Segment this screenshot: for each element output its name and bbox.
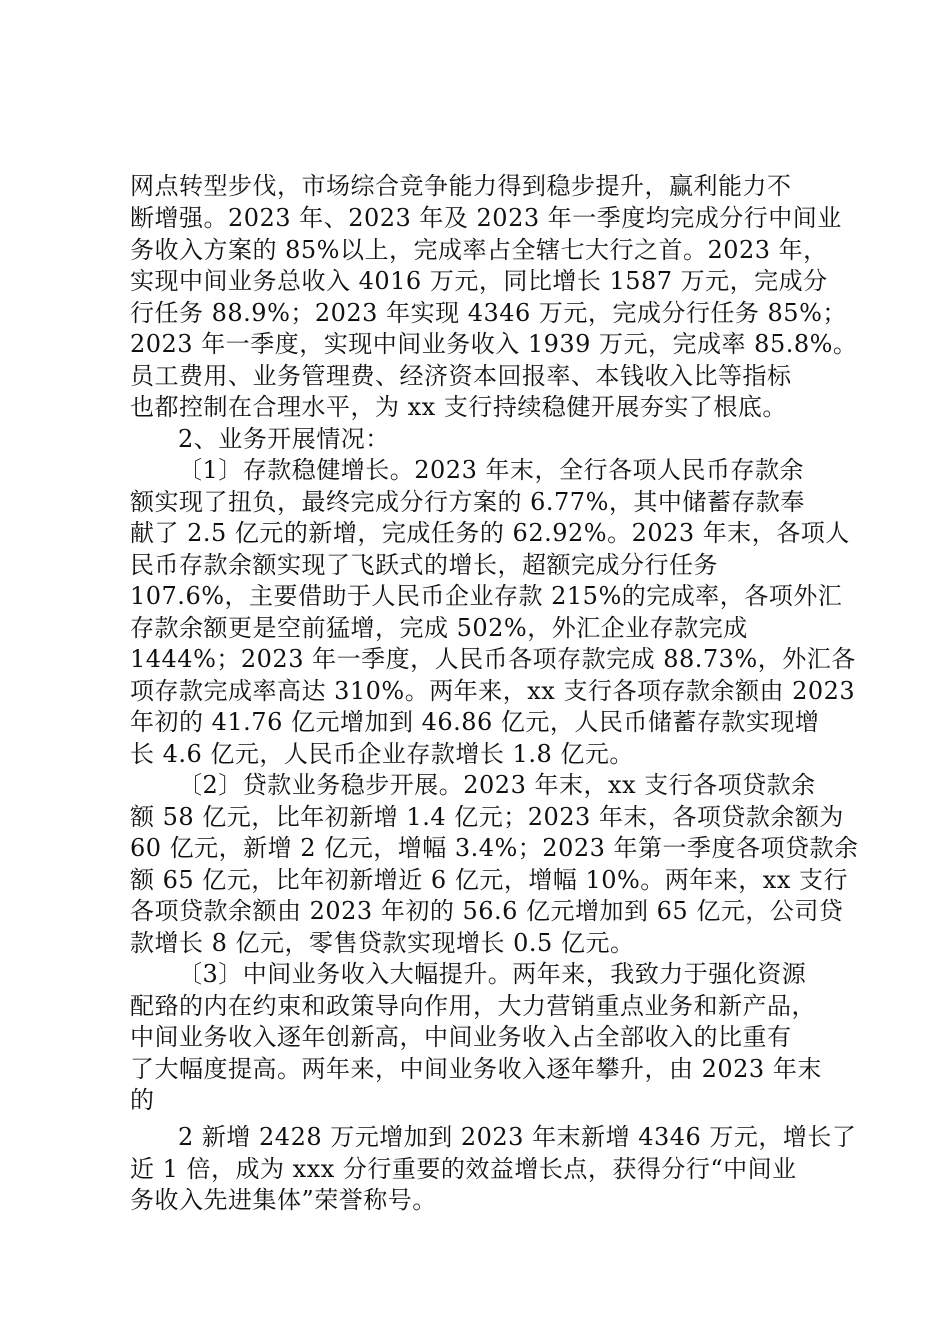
text-line: 员工费用、业务管理费、经济资本回报率、本钱收入比等指标: [130, 362, 792, 390]
text-line: 〔3〕中间业务收入大幅提升。两年来，我致力于强化资源: [178, 960, 807, 988]
text-line: 107.6%，主要借助于人民币企业存款 215%的完成率，各项外汇: [130, 582, 843, 610]
text-line: 年初的 41.76 亿元增加到 46.86 亿元，人民币储蓄存款实现增: [130, 708, 820, 736]
text-line: 的: [130, 1086, 155, 1114]
text-line: 〔2〕贷款业务稳步开展。2023 年末，xx 支行各项贷款余: [178, 771, 816, 799]
text-line: 断增强。2023 年、2023 年及 2023 年一季度均完成分行中间业: [130, 204, 842, 232]
text-line: 存款余额更是空前猛增，完成 502%，外汇企业存款完成: [130, 614, 748, 642]
text-line: 1444%；2023 年一季度，人民币各项存款完成 88.73%，外汇各: [130, 645, 856, 673]
text-line: 献了 2.5 亿元的新增，完成任务的 62.92%。2023 年末，各项人: [130, 519, 850, 547]
text-line: 近 1 倍，成为 xxx 分行重要的效益增长点，获得分行“中间业: [130, 1155, 797, 1183]
text-line: 项存款完成率高达 310%。两年来，xx 支行各项存款余额由 2023: [130, 677, 856, 705]
text-line: 民币存款余额实现了飞跃式的增长，超额完成分行任务: [130, 551, 718, 579]
text-line: 长 4.6 亿元，人民币企业存款增长 1.8 亿元。: [130, 740, 634, 768]
text-line: 务收入先进集体”荣誉称号。: [130, 1186, 437, 1214]
text-line: 务收入方案的 85%以上，完成率占全辖七大行之首。2023 年，: [130, 236, 828, 264]
text-line: 2023 年一季度，实现中间业务收入 1939 万元，完成率 85.8%。: [130, 330, 858, 358]
text-line: 中间业务收入逐年创新高，中间业务收入占全部收入的比重有: [130, 1023, 792, 1051]
text-line: 实现中间业务总收入 4016 万元，同比增长 1587 万元，完成分: [130, 267, 828, 295]
text-line: 额 58 亿元，比年初新增 1.4 亿元；2023 年末，各项贷款余额为: [130, 803, 844, 831]
text-line: 了大幅度提高。两年来，中间业务收入逐年攀升，由 2023 年末: [130, 1055, 822, 1083]
text-line: 网点转型步伐，市场综合竞争能力得到稳步提升，赢利能力不: [130, 172, 792, 200]
text-line: 额实现了扭负，最终完成分行方案的 6.77%，其中储蓄存款奉: [130, 488, 805, 516]
text-line: 各项贷款余额由 2023 年初的 56.6 亿元增加到 65 亿元，公司贷: [130, 897, 844, 925]
text-line: 配臵的内在约束和政策导向作用，大力营销重点业务和新产品，: [130, 992, 816, 1020]
text-line: 款增长 8 亿元，零售贷款实现增长 0.5 亿元。: [130, 929, 635, 957]
text-line: 〔1〕存款稳健增长。2023 年末，全行各项人民币存款余: [178, 456, 804, 484]
text-line: 额 65 亿元，比年初新增近 6 亿元，增幅 10%。两年来，xx 支行: [130, 866, 848, 894]
text-line: 行任务 88.9%；2023 年实现 4346 万元，完成分行任务 85%；: [130, 299, 847, 327]
section-heading: 2、业务开展情况：: [178, 425, 390, 453]
text-line: 也都控制在合理水平，为 xx 支行持续稳健开展夯实了根底。: [130, 393, 787, 421]
text-line: 60 亿元，新增 2 亿元，增幅 3.4%；2023 年第一季度各项贷款余: [130, 834, 859, 862]
text-line: 2 新增 2428 万元增加到 2023 年末新增 4346 万元，增长了: [178, 1123, 857, 1151]
